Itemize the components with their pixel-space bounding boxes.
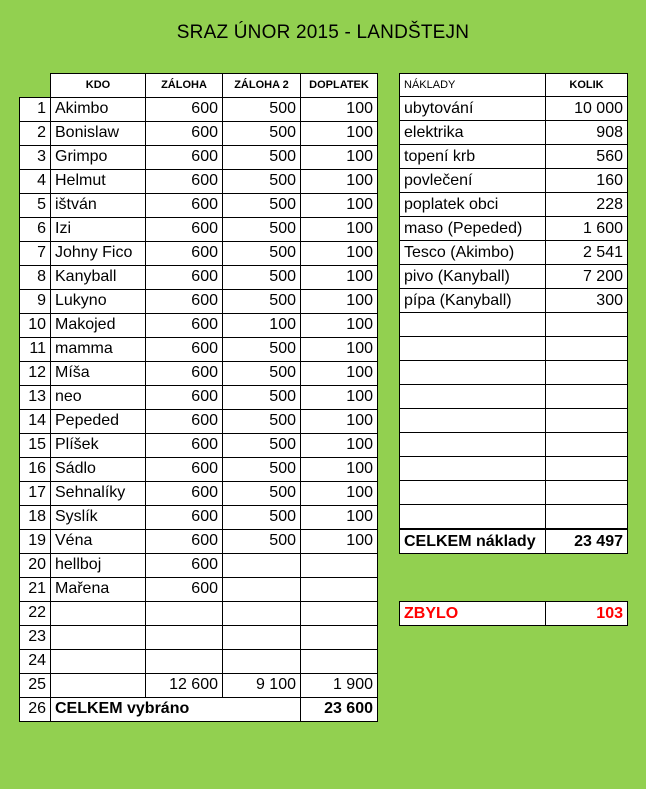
table-row xyxy=(20,97,378,121)
name-cell[interactable]: Kanyball xyxy=(51,265,146,289)
cost-value-cell[interactable] xyxy=(546,409,628,433)
zaloha2-cell[interactable]: 500 xyxy=(223,217,301,241)
name-cell[interactable]: Grimpo xyxy=(51,145,146,169)
doplatek-total[interactable]: 1 900 xyxy=(301,673,378,697)
zaloha-cell[interactable]: 600 xyxy=(146,529,223,553)
zaloha-cell[interactable] xyxy=(146,601,223,625)
name-cell[interactable] xyxy=(51,625,146,649)
zaloha-cell[interactable]: 600 xyxy=(146,217,223,241)
table-row xyxy=(400,361,628,385)
zaloha-cell[interactable] xyxy=(146,649,223,673)
name-cell[interactable]: Mařena xyxy=(51,577,146,601)
table-row xyxy=(400,409,628,433)
table-row xyxy=(20,577,378,601)
table-row xyxy=(400,121,628,145)
zaloha2-cell[interactable]: 500 xyxy=(223,385,301,409)
row-number[interactable]: 9 xyxy=(20,289,51,313)
cost-item-cell[interactable]: Tesco (Akimbo) xyxy=(400,241,546,265)
row-number[interactable]: 25 xyxy=(20,673,51,697)
zaloha-cell[interactable]: 600 xyxy=(146,553,223,577)
header-zaloha2[interactable]: ZÁLOHA 2 xyxy=(223,74,301,98)
row-number[interactable]: 1 xyxy=(20,97,51,121)
table-row xyxy=(20,625,378,649)
grand-total-spacer[interactable] xyxy=(223,697,301,721)
table-row xyxy=(20,193,378,217)
zaloha2-cell[interactable] xyxy=(223,625,301,649)
name-cell[interactable]: Míša xyxy=(51,361,146,385)
cost-item-cell[interactable]: poplatek obci xyxy=(400,193,546,217)
zaloha-cell[interactable] xyxy=(146,625,223,649)
cost-item-cell[interactable] xyxy=(400,505,546,529)
zaloha-cell[interactable]: 600 xyxy=(146,457,223,481)
name-cell[interactable]: Helmut xyxy=(51,169,146,193)
row-number[interactable]: 14 xyxy=(20,409,51,433)
row-number[interactable]: 2 xyxy=(20,121,51,145)
table-row xyxy=(400,337,628,361)
name-cell[interactable] xyxy=(51,649,146,673)
grand-total-label[interactable]: CELKEM vybráno xyxy=(51,697,223,721)
zaloha-cell[interactable]: 600 xyxy=(146,313,223,337)
zaloha2-cell[interactable]: 500 xyxy=(223,289,301,313)
table-row xyxy=(20,145,378,169)
table-row xyxy=(20,457,378,481)
doplatek-cell[interactable]: 100 xyxy=(301,241,378,265)
costs-total-value[interactable]: 23 497 xyxy=(546,530,628,554)
zaloha-cell[interactable]: 600 xyxy=(146,169,223,193)
row-number[interactable]: 23 xyxy=(20,625,51,649)
row-number[interactable]: 11 xyxy=(20,337,51,361)
cost-value-cell[interactable] xyxy=(546,337,628,361)
doplatek-cell[interactable]: 100 xyxy=(301,385,378,409)
row-number[interactable]: 19 xyxy=(20,529,51,553)
zaloha2-cell[interactable]: 500 xyxy=(223,457,301,481)
zaloha2-cell[interactable]: 500 xyxy=(223,265,301,289)
zaloha2-cell[interactable]: 500 xyxy=(223,505,301,529)
cost-value-cell[interactable]: 560 xyxy=(546,145,628,169)
row-number[interactable]: 6 xyxy=(20,217,51,241)
header-kdo[interactable]: KDO xyxy=(51,74,146,98)
zaloha2-cell[interactable]: 500 xyxy=(223,409,301,433)
row-number[interactable]: 3 xyxy=(20,145,51,169)
name-cell[interactable]: Akimbo xyxy=(51,97,146,121)
cost-item-cell[interactable] xyxy=(400,409,546,433)
doplatek-cell[interactable]: 100 xyxy=(301,481,378,505)
corner-blank xyxy=(20,74,51,98)
zaloha2-cell[interactable]: 500 xyxy=(223,145,301,169)
cost-item-cell[interactable] xyxy=(400,385,546,409)
doplatek-cell[interactable]: 100 xyxy=(301,97,378,121)
doplatek-cell[interactable]: 100 xyxy=(301,505,378,529)
cost-value-cell[interactable]: 1 600 xyxy=(546,217,628,241)
table-row xyxy=(20,529,378,553)
cost-value-cell[interactable]: 160 xyxy=(546,169,628,193)
cost-item-cell[interactable]: pípa (Kanyball) xyxy=(400,289,546,313)
zaloha-cell[interactable]: 600 xyxy=(146,577,223,601)
table-row xyxy=(20,385,378,409)
doplatek-cell[interactable]: 100 xyxy=(301,337,378,361)
table-row xyxy=(20,361,378,385)
zaloha-cell[interactable]: 600 xyxy=(146,409,223,433)
cost-value-cell[interactable] xyxy=(546,505,628,529)
doplatek-cell[interactable]: 100 xyxy=(301,361,378,385)
cost-value-cell[interactable]: 2 541 xyxy=(546,241,628,265)
zaloha-cell[interactable]: 600 xyxy=(146,361,223,385)
zaloha2-cell[interactable] xyxy=(223,577,301,601)
row-number[interactable]: 22 xyxy=(20,601,51,625)
name-cell[interactable]: Izi xyxy=(51,217,146,241)
doplatek-cell[interactable] xyxy=(301,577,378,601)
cost-value-cell[interactable] xyxy=(546,457,628,481)
row-number[interactable]: 4 xyxy=(20,169,51,193)
table-row xyxy=(20,217,378,241)
cost-item-cell[interactable]: ubytování xyxy=(400,97,546,121)
costs-header-row xyxy=(400,74,628,97)
zaloha-cell[interactable]: 600 xyxy=(146,433,223,457)
participants-table xyxy=(19,73,378,722)
table-row xyxy=(20,241,378,265)
cost-item-cell[interactable] xyxy=(400,313,546,337)
table-row xyxy=(20,481,378,505)
cost-item-cell[interactable] xyxy=(400,457,546,481)
remaining-value[interactable]: 103 xyxy=(546,602,628,626)
doplatek-cell[interactable] xyxy=(301,601,378,625)
doplatek-cell[interactable]: 100 xyxy=(301,289,378,313)
zaloha-cell[interactable]: 600 xyxy=(146,337,223,361)
row-number[interactable]: 10 xyxy=(20,313,51,337)
doplatek-cell[interactable]: 100 xyxy=(301,529,378,553)
name-cell[interactable]: Syslík xyxy=(51,505,146,529)
name-cell[interactable]: ištván xyxy=(51,193,146,217)
cost-item-cell[interactable] xyxy=(400,337,546,361)
cost-value-cell[interactable] xyxy=(546,313,628,337)
zaloha2-cell[interactable]: 500 xyxy=(223,193,301,217)
costs-total-row xyxy=(400,530,628,554)
zaloha-total[interactable]: 12 600 xyxy=(146,673,223,697)
row-number[interactable]: 21 xyxy=(20,577,51,601)
name-cell[interactable]: Pepeded xyxy=(51,409,146,433)
cost-item-cell[interactable]: maso (Pepeded) xyxy=(400,217,546,241)
zaloha2-cell[interactable]: 500 xyxy=(223,241,301,265)
zaloha2-cell[interactable]: 500 xyxy=(223,481,301,505)
zaloha-cell[interactable]: 600 xyxy=(146,385,223,409)
zaloha-cell[interactable]: 600 xyxy=(146,289,223,313)
zaloha2-cell[interactable]: 500 xyxy=(223,361,301,385)
row-number[interactable]: 7 xyxy=(20,241,51,265)
doplatek-cell[interactable]: 100 xyxy=(301,457,378,481)
name-cell[interactable]: Sehnalíky xyxy=(51,481,146,505)
table-row xyxy=(20,601,378,625)
doplatek-cell[interactable]: 100 xyxy=(301,265,378,289)
row-number[interactable]: 16 xyxy=(20,457,51,481)
zaloha2-cell[interactable]: 500 xyxy=(223,529,301,553)
row-number[interactable]: 20 xyxy=(20,553,51,577)
doplatek-cell[interactable] xyxy=(301,649,378,673)
costs-total-label[interactable]: CELKEM náklady xyxy=(400,530,546,554)
row-number[interactable]: 26 xyxy=(20,697,51,721)
grand-total-row xyxy=(20,697,378,721)
header-kolik[interactable]: KOLIK xyxy=(546,74,628,97)
name-cell[interactable]: Makojed xyxy=(51,313,146,337)
row-number[interactable]: 13 xyxy=(20,385,51,409)
table-row xyxy=(400,289,628,313)
name-cell[interactable]: Véna xyxy=(51,529,146,553)
cost-item-cell[interactable] xyxy=(400,433,546,457)
row-number[interactable]: 5 xyxy=(20,193,51,217)
zaloha2-cell[interactable] xyxy=(223,649,301,673)
row-number[interactable]: 15 xyxy=(20,433,51,457)
name-cell[interactable]: Bonislaw xyxy=(51,121,146,145)
page-title: SRAZ ÚNOR 2015 - LANDŠTEJN xyxy=(176,22,470,43)
table-row xyxy=(20,289,378,313)
doplatek-cell[interactable] xyxy=(301,553,378,577)
zaloha-cell[interactable]: 600 xyxy=(146,481,223,505)
table-row xyxy=(400,313,628,337)
table-row xyxy=(20,313,378,337)
row-number[interactable]: 17 xyxy=(20,481,51,505)
zaloha2-cell[interactable]: 500 xyxy=(223,97,301,121)
zaloha2-cell[interactable]: 500 xyxy=(223,121,301,145)
zaloha2-total[interactable]: 9 100 xyxy=(223,673,301,697)
cost-value-cell[interactable] xyxy=(546,481,628,505)
table-row xyxy=(20,169,378,193)
doplatek-cell[interactable]: 100 xyxy=(301,313,378,337)
name-cell[interactable]: mamma xyxy=(51,337,146,361)
table-row xyxy=(400,433,628,457)
table-row xyxy=(400,385,628,409)
grand-total-value[interactable]: 23 600 xyxy=(301,697,378,721)
cost-item-cell[interactable]: pivo (Kanyball) xyxy=(400,265,546,289)
zaloha-cell[interactable]: 600 xyxy=(146,265,223,289)
costs-total-table xyxy=(399,529,628,554)
doplatek-cell[interactable]: 100 xyxy=(301,169,378,193)
doplatek-cell[interactable]: 100 xyxy=(301,121,378,145)
table-row xyxy=(400,145,628,169)
doplatek-cell[interactable]: 100 xyxy=(301,409,378,433)
table-row xyxy=(400,481,628,505)
cost-value-cell[interactable]: 908 xyxy=(546,121,628,145)
cost-value-cell[interactable] xyxy=(546,361,628,385)
header-zaloha[interactable]: ZÁLOHA xyxy=(146,74,223,98)
cost-item-cell[interactable]: elektrika xyxy=(400,121,546,145)
zaloha2-cell[interactable]: 500 xyxy=(223,433,301,457)
cost-value-cell[interactable]: 7 200 xyxy=(546,265,628,289)
zaloha-cell[interactable]: 600 xyxy=(146,97,223,121)
name-cell[interactable]: hellboj xyxy=(51,553,146,577)
table-row xyxy=(20,337,378,361)
table-row xyxy=(400,265,628,289)
cost-item-cell[interactable] xyxy=(400,481,546,505)
remaining-row xyxy=(400,602,628,626)
table-row xyxy=(400,193,628,217)
table-row xyxy=(20,409,378,433)
header-doplatek[interactable]: DOPLATEK xyxy=(301,74,378,98)
zaloha2-cell[interactable] xyxy=(223,601,301,625)
table-row xyxy=(400,505,628,529)
name-cell[interactable] xyxy=(51,673,146,697)
name-cell[interactable]: Sádlo xyxy=(51,457,146,481)
doplatek-cell[interactable]: 100 xyxy=(301,217,378,241)
name-cell[interactable]: Johny Fico xyxy=(51,241,146,265)
row-number[interactable]: 18 xyxy=(20,505,51,529)
table-row xyxy=(20,121,378,145)
name-cell[interactable]: Lukyno xyxy=(51,289,146,313)
table-row xyxy=(400,217,628,241)
table-row xyxy=(20,553,378,577)
table-row xyxy=(20,265,378,289)
table-row xyxy=(20,649,378,673)
row-number[interactable]: 24 xyxy=(20,649,51,673)
participants-header-row xyxy=(20,74,378,98)
name-cell[interactable]: neo xyxy=(51,385,146,409)
zaloha-cell[interactable]: 600 xyxy=(146,193,223,217)
zaloha-cell[interactable]: 600 xyxy=(146,505,223,529)
cost-value-cell[interactable] xyxy=(546,433,628,457)
zaloha2-cell[interactable]: 100 xyxy=(223,313,301,337)
cost-item-cell[interactable] xyxy=(400,361,546,385)
remaining-label[interactable]: ZBYLO xyxy=(400,602,546,626)
table-row xyxy=(400,97,628,121)
cost-item-cell[interactable]: topení krb xyxy=(400,145,546,169)
zaloha-cell[interactable]: 600 xyxy=(146,241,223,265)
remaining-table xyxy=(399,601,628,626)
doplatek-cell[interactable] xyxy=(301,625,378,649)
table-row xyxy=(20,505,378,529)
table-row xyxy=(20,433,378,457)
table-row xyxy=(400,241,628,265)
header-naklady[interactable]: NÁKLADY xyxy=(400,74,546,97)
cost-value-cell[interactable]: 228 xyxy=(546,193,628,217)
zaloha-cell[interactable]: 600 xyxy=(146,121,223,145)
cost-value-cell[interactable] xyxy=(546,385,628,409)
name-cell[interactable] xyxy=(51,601,146,625)
row-number[interactable]: 12 xyxy=(20,361,51,385)
cost-item-cell[interactable]: povlečení xyxy=(400,169,546,193)
doplatek-cell[interactable]: 100 xyxy=(301,145,378,169)
cost-value-cell[interactable]: 300 xyxy=(546,289,628,313)
row-number[interactable]: 8 xyxy=(20,265,51,289)
doplatek-cell[interactable]: 100 xyxy=(301,193,378,217)
zaloha2-cell[interactable] xyxy=(223,553,301,577)
table-row xyxy=(400,169,628,193)
table-row xyxy=(400,457,628,481)
zaloha2-cell[interactable]: 500 xyxy=(223,169,301,193)
costs-table xyxy=(399,73,628,529)
zaloha-cell[interactable]: 600 xyxy=(146,145,223,169)
doplatek-cell[interactable]: 100 xyxy=(301,433,378,457)
zaloha2-cell[interactable]: 500 xyxy=(223,337,301,361)
name-cell[interactable]: Plíšek xyxy=(51,433,146,457)
cost-value-cell[interactable]: 10 000 xyxy=(546,97,628,121)
totals-row xyxy=(20,673,378,697)
